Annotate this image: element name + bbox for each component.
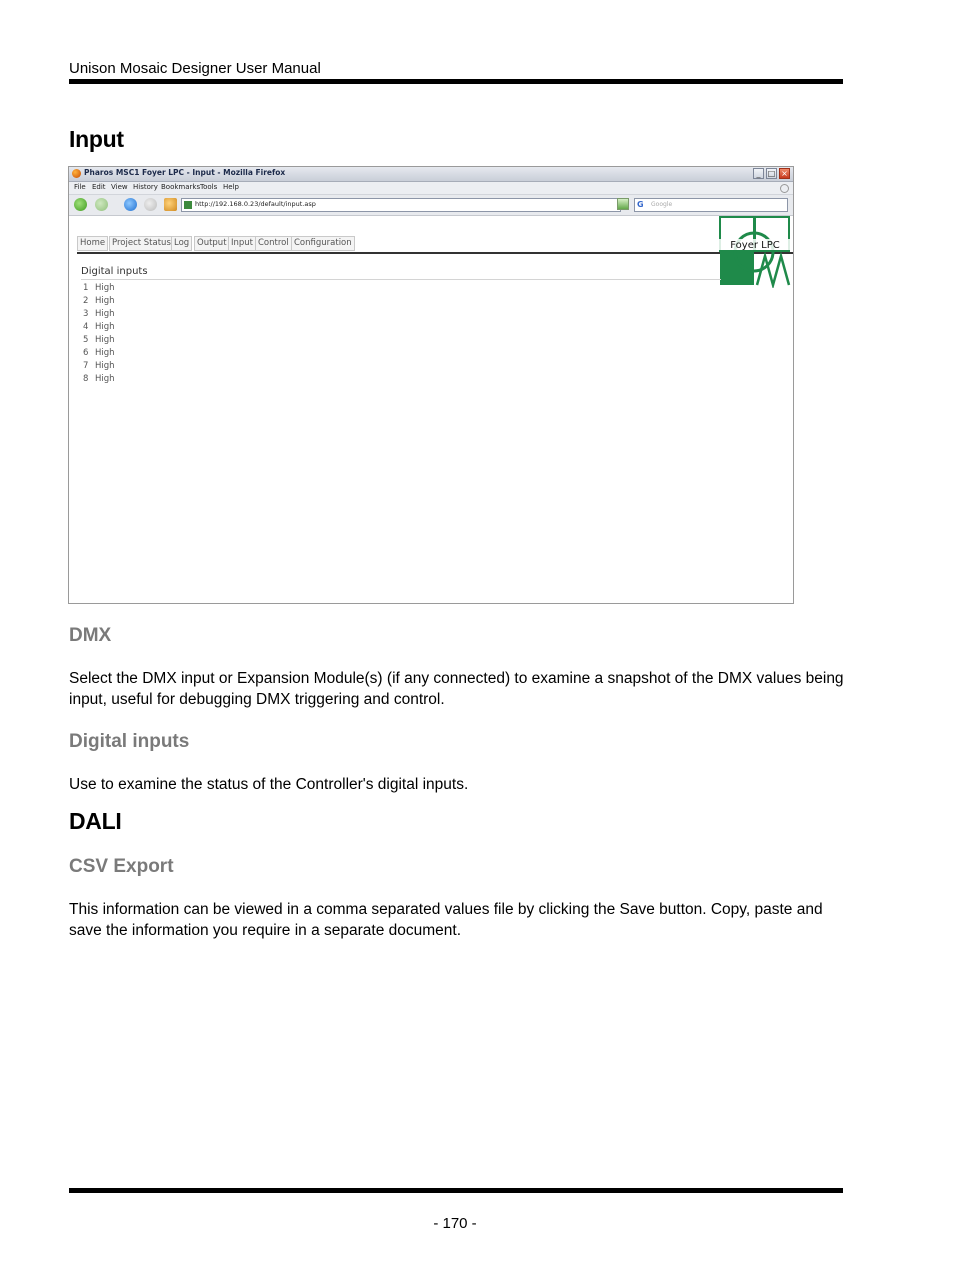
list-item [83,296,115,306]
reload-icon [124,198,137,211]
tab-project-status: Project Status [109,236,174,251]
tab-log: Log [171,236,192,251]
dmx-paragraph: Select the DMX input or Expansion Module(s) (if any connected) to examine a snapshot of the DMX values being input, useful for debugging DMX triggering and control. [69,670,844,708]
input-state: High [95,309,115,319]
throbber-icon [780,184,789,193]
minimize-icon: _ [753,168,764,179]
google-icon: G [637,200,644,209]
tab-input: Input [228,236,256,251]
home-icon [164,198,177,211]
input-state: High [95,374,115,384]
menu-history: History [133,183,158,191]
menu-file: File [74,183,86,191]
digital-inputs-title: Digital inputs [81,266,148,277]
page-number: - 170 - [433,1215,477,1232]
browser-screenshot [68,166,794,604]
navigation-toolbar [69,195,793,216]
page-content [69,216,793,603]
firefox-icon [72,169,81,178]
input-state: High [95,322,115,332]
menu-bookmarks: Bookmarks [161,183,201,191]
back-arrow-icon [74,198,87,211]
input-number: 8 [83,374,89,384]
input-state: High [95,296,115,306]
window-titlebar [69,167,793,182]
csv-export-paragraph: This information can be viewed in a comma separated values file by clicking the Save button. Copy, paste and save the information you require in a separate document. [69,901,823,939]
search-placeholder: Google [651,201,673,208]
input-state: High [95,348,115,358]
forward-arrow-icon [95,198,108,211]
input-number: 2 [83,296,89,306]
input-state: High [95,361,115,371]
header-rule [69,79,843,84]
logo-text: Foyer LPC [730,240,780,251]
input-state: High [95,335,115,345]
menu-bar [69,182,793,195]
input-number: 1 [83,283,89,293]
window-title: Pharos MSC1 Foyer LPC - Input - Mozilla Firefox [84,168,286,177]
tab-home: Home [77,236,108,251]
search-box [634,198,788,212]
input-heading: Input [69,126,124,152]
list-item [83,348,115,358]
go-icon [617,198,629,210]
digital-inputs-rule [81,279,721,280]
list-item [83,335,115,345]
list-item [83,374,115,384]
tab-configuration: Configuration [291,236,355,251]
favicon-icon [184,201,192,209]
dmx-heading: DMX [69,625,112,646]
input-state: High [95,283,115,293]
input-number: 4 [83,322,89,332]
tabs-underline [77,252,793,254]
input-number: 5 [83,335,89,345]
input-number: 6 [83,348,89,358]
stop-icon [144,198,157,211]
footer-rule [69,1188,843,1193]
tab-output: Output [194,236,230,251]
input-number: 7 [83,361,89,371]
digital-inputs-paragraph: Use to examine the status of the Controller's digital inputs. [69,776,469,793]
csv-export-heading: CSV Export [69,856,174,877]
address-url: http://192.168.0.23/default/input.asp [195,200,316,208]
menu-tools: Tools [200,183,218,191]
close-icon: × [779,168,790,179]
address-bar [181,198,621,212]
digital-inputs-heading: Digital inputs [69,731,190,752]
menu-view: View [111,183,128,191]
tab-control: Control [255,236,292,251]
list-item [83,322,115,332]
list-item [83,309,115,319]
running-header: Unison Mosaic Designer User Manual [69,60,321,77]
menu-edit: Edit [92,183,106,191]
list-item [83,283,115,293]
input-number: 3 [83,309,89,319]
menu-help: Help [223,183,239,191]
list-item [83,361,115,371]
foyer-lpc-logo [719,216,791,288]
dali-heading: DALI [69,808,122,834]
maximize-icon: □ [767,169,776,178]
